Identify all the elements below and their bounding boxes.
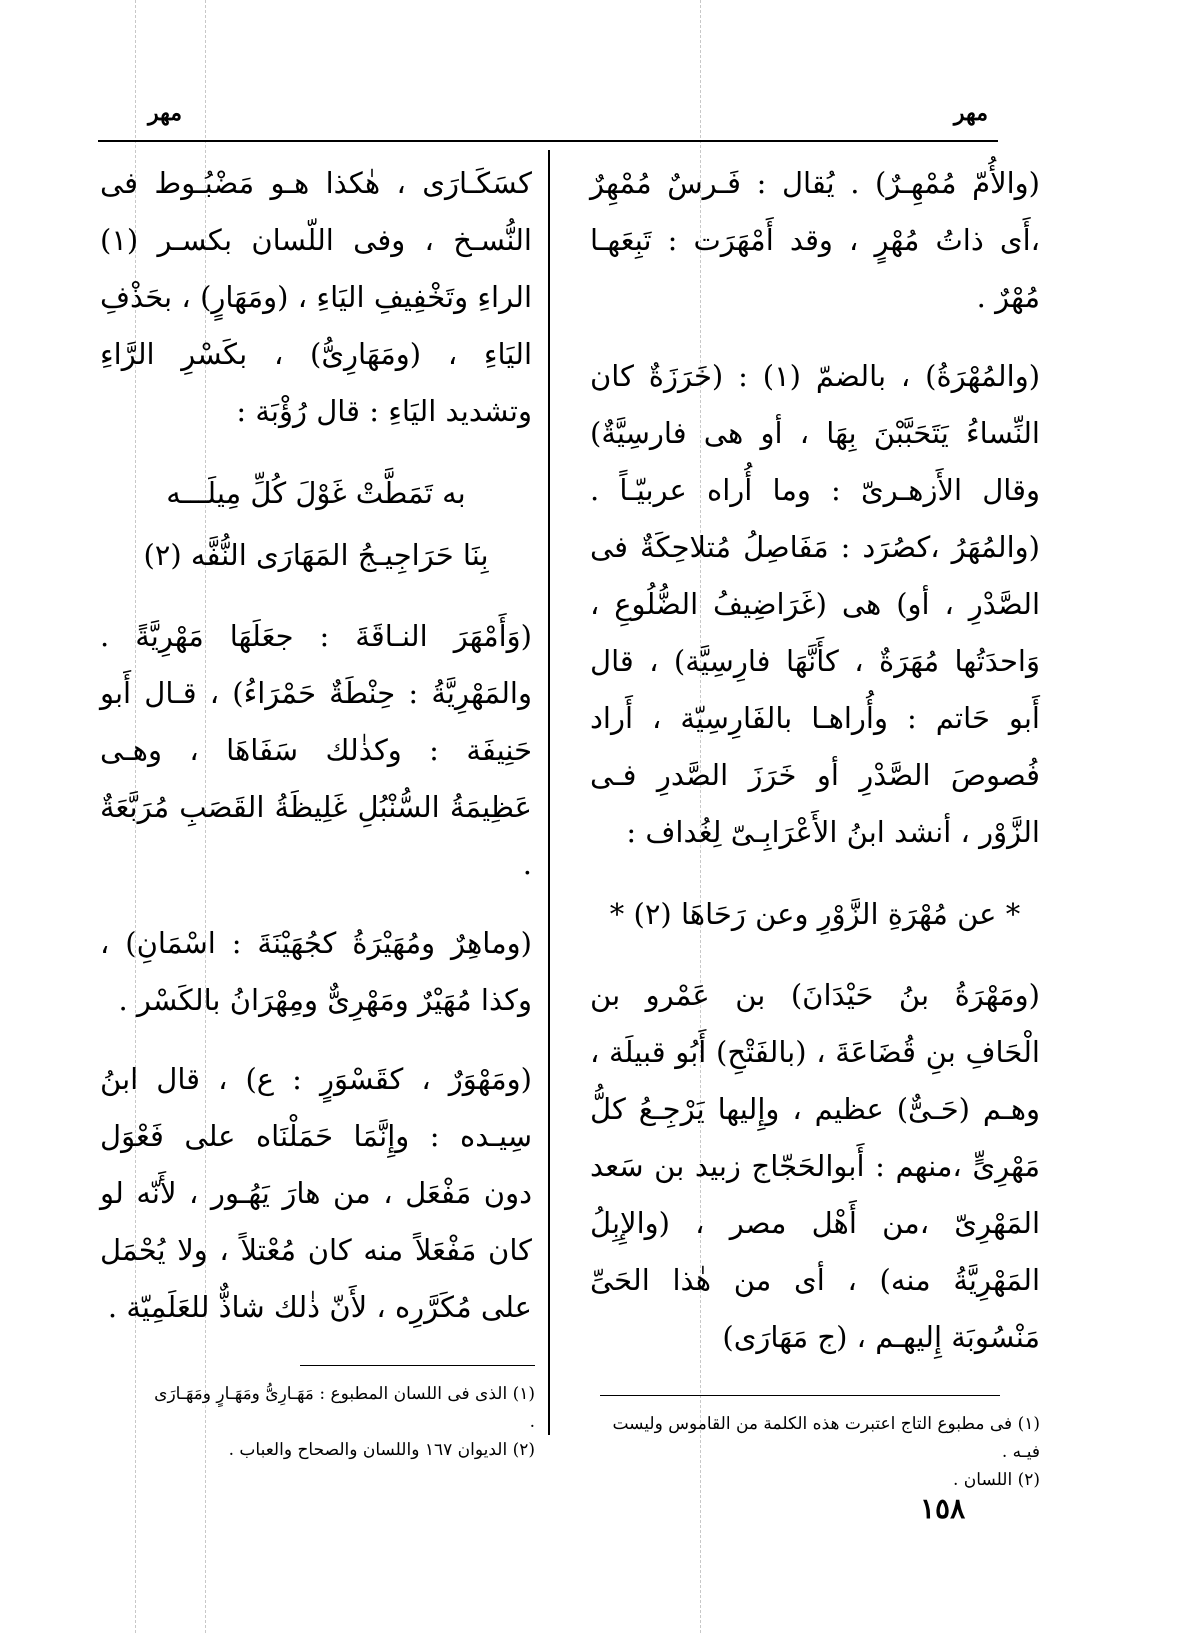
entry-paragraph: (ومَهْرَةُ بنُ حَيْدَانَ) بن عَمْرو بن الْحَافِ بنِ قُضَاعَةَ ، (بالفَتْحِ) أَبُو قبيلَة ، وهـم (حَـىٌّ) عظيم ، وإِليها يَرْجِـعُ كلُّ مَهْرِىٍّ ،منهم : أَبوالحَجّاج زبيد بن سَعد المَهْرِىّ ،من أَهْل مصر ، (والإِبِلُ المَهْرِيَّةُ منه) ، أى من هٰذا الحَىِّ مَنْسُوبَة إِليهـم ، (ج مَهَارَى) (590, 978, 1040, 1354)
entry-paragraph: كسَكَـارَى ، هٰكذا هـو مَضْبُـوط فى النُّسـخ ، وفى اللّسان بكسـر (١) الراءِ وتَخْفِيفِ اليَاءِ ، (ومَهَارٍ) ، بحَذْفِ اليَاءِ ، (ومَهَارِىُّ) ، بكَسْرِ الرَّاءِ وتشديد اليَاءِ : قال رُؤْبَة : (100, 166, 532, 428)
column-divider (548, 150, 550, 1435)
entry-paragraph: (وَأَمْهَرَ النـاقَةَ : جعَلَهَا مَهْرِيَّةً . والمَهْرِيَّةُ : حِنْطَةٌ حَمْرَاءُ) ، قـال أَبو حَنِيفَة : وكذٰلك سَفَاهَا ، وهـى عَظِيمَةُ السُّنْبُلِ غَلِيظَةُ القَصَبِ مُرَبَّعَةٌ . (100, 619, 532, 881)
running-header-left: مهر (148, 100, 183, 126)
page-number: ١٥٨ (920, 1492, 966, 1525)
verse-line: بِنَا حَرَاجِيـجُ المَهَارَى النُّفَّه (٢) (143, 538, 489, 572)
verse-line: * عن مُهْرَةِ الزَّوْرِ وعن رَحَاهَا (٢) * (609, 897, 1021, 931)
right-column (590, 155, 1040, 1366)
header-rule (98, 140, 998, 142)
footnotes-right (600, 1410, 1040, 1494)
footnote-rule-left (300, 1365, 535, 1366)
footnote: (٢) الديوان ١٦٧ واللسان والصحاح والعباب . (228, 1440, 535, 1460)
left-column (100, 155, 532, 1336)
footnote-rule-right (600, 1395, 1000, 1396)
footnote: (٢) اللسان . (953, 1470, 1040, 1490)
entry-paragraph: (وماهِرٌ ومُهَيْرَةُ كجُهَيْنَةَ : اسْمَانِ) ، وكذا مُهَيْرٌ ومَهْرِىٌّ ومِهْرَانُ بالكَسْر . (100, 926, 532, 1017)
footnote: (١) الذى فى اللسان المطبوع : مَهَـارِىُّ ومَهَـارٍ ومَهَـارَى . (154, 1384, 535, 1432)
entry-paragraph: (ومَهْوَرٌ ، كقَسْوَرٍ : ع) ، قال ابنُ سِيـده : وإِنَّمَا حَمَلْنَاه على فَعْوَل دون مَفْعَل ، من هارَ يَهُـور ، لأَنّه لو كان مَفْعَلاً منه كان مُعْتلاً ، ولا يُحْمَل على مُكَرَّرِه ، لأَنّ ذٰلك شاذٌّ للعَلَمِيّة . (100, 1062, 532, 1324)
running-header-right: مهر (953, 100, 988, 126)
footnote: (١) فى مطبوع التاج اعتبرت هذه الكلمة من القاموس وليست فيـه . (612, 1414, 1040, 1462)
footnotes-left (145, 1380, 535, 1464)
entry-paragraph: (والمُهْرَةُ) ، بالضمّ (١) : (خَرَزَةٌ كان النِّساءُ يَتَحَبَّبْنَ بِهَا ، أو هى فارسِيَّةٌ) وقال الأَزهـرىّ : وما أُراه عربيّـاً . (والمُهَرُ ،كصُرَد : مَفَاصِلُ مُتلاحِكَةٌ فى الصَّدْرِ ، أو) هى (غَرَاضِيفُ الضُّلُوعِ ، وَاحدَتُها مُهَرَةٌ ، كأَنَّهَا فارِسِيَّة) ، قال أَبو حَاتم : وأُراهـا بالفَارِسِيّة ، أَراد فُصوصَ الصَّدْرِ أو خَرَزَ الصَّدرِ فـى الزَّوْر ، أنشد ابنُ الأَعْرَابِـىّ لِغُداف : (590, 359, 1041, 849)
verse-line: به تَمَطَّتْ غَوْلَ كُلِّ مِيلَـــه (166, 476, 466, 510)
entry-paragraph: (والأُمّ مُمْهِـرٌ) . يُقال : فَـرسٌ مُمْهِرٌ ،أَى ذاتُ مُهْرٍ ، وقد أَمْهَرَت : تَبِعَهـا مُهْرٌ . (590, 166, 1040, 314)
